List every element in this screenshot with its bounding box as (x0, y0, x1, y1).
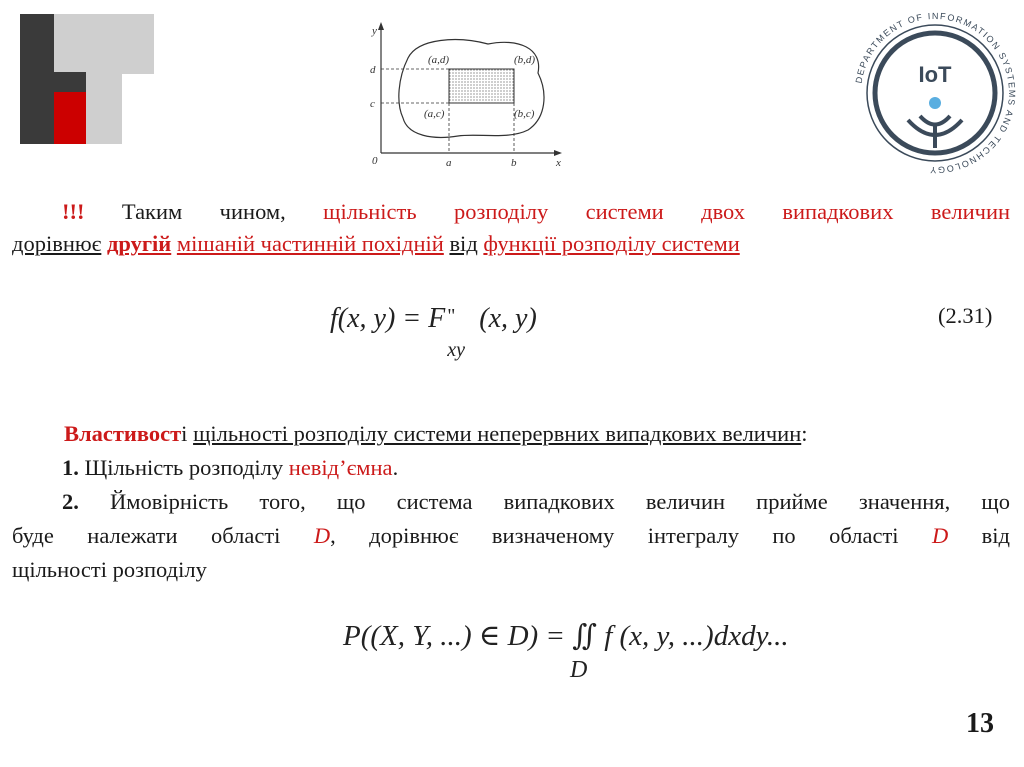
conclusion-from: від (449, 231, 478, 256)
equation-number: (2.31) (938, 303, 993, 328)
property-2-number: 2. (62, 489, 79, 514)
property-2-line3 (12, 554, 1010, 586)
x-axis-label: x (556, 157, 561, 168)
density-formula (330, 303, 537, 361)
formula1-lhs: f(x, y) = F (330, 303, 446, 334)
tick-c: c (370, 98, 375, 110)
conclusion-text: Таким чином, (121, 199, 286, 224)
region-diagram (368, 18, 568, 168)
properties-heading-rest: щільності розподілу системи неперервних випадкових величин (193, 421, 802, 446)
corner-ad: (a,d) (428, 54, 450, 66)
properties-heading-colon: : (801, 421, 808, 446)
conclusion-distribution-function: функції розподілу системи (483, 231, 740, 256)
property-2-line2 (12, 520, 1010, 552)
property-1 (12, 452, 1010, 484)
tick-a: a (446, 157, 452, 168)
corner-bc: (b,c) (514, 108, 535, 120)
iot-center-text: IoT (918, 62, 952, 87)
conclusion-equals: дорівнює (12, 231, 102, 256)
corner-ac: (a,c) (424, 108, 445, 120)
conclusion-line1 (12, 196, 1010, 228)
conclusion-mixed-derivative: мішаній частинній похідній (176, 231, 444, 256)
property-1-nonnegative: невід’ємна (288, 455, 393, 480)
origin-label: 0 (372, 155, 378, 167)
tick-b: b (511, 157, 517, 168)
property-2-text2a: буде належати області (12, 523, 281, 548)
conclusion-highlight: щільність розподілу системи двох випадкових величин (323, 199, 1011, 224)
formula1-sub: xy (447, 339, 466, 361)
property-1-end: . (392, 455, 399, 480)
formula1-sup: " (447, 305, 456, 327)
property-2-text3: щільності розподілу (12, 557, 207, 582)
probability-formula: P((X, Y, ...) ∈ D) = ∬ f (x, y, ...)dxdy... (343, 620, 789, 652)
region-diagram-graphic (368, 18, 568, 168)
property-2-region-d1: D (313, 523, 331, 548)
emphasis-marker: !!! (62, 199, 85, 224)
property-1-number: 1. (62, 455, 79, 480)
ft-logo (20, 14, 155, 149)
property-2-text2b: , дорівнює визначеному інтегралу по області (330, 523, 899, 548)
properties-heading-red: Властивост (64, 421, 182, 446)
conclusion-line2 (12, 228, 1010, 260)
property-2-region-d2: D (931, 523, 949, 548)
y-axis-label: y (372, 25, 377, 37)
formula1-rhs: (x, y) (479, 303, 537, 334)
properties-heading-i: і (181, 421, 188, 446)
property-2-line1 (12, 486, 1010, 518)
iot-ring-text: DEPARTMENT OF INFORMATION SYSTEMS AND TECHNOLOGY (853, 10, 1018, 176)
tick-d: d (370, 64, 376, 76)
iot-logo (850, 8, 1020, 178)
conclusion-second: другій (106, 231, 172, 256)
probability-formula-region: D (570, 657, 588, 683)
corner-bd: (b,d) (514, 54, 536, 66)
properties-heading (12, 418, 1010, 450)
iot-logo-graphic (850, 8, 1020, 178)
property-1-text: Щільність розподілу (84, 455, 284, 480)
page-number: 13 (966, 708, 994, 739)
ft-logo-graphic (20, 14, 155, 149)
property-2-text1: Ймовірність того, що система випадкових величин прийме значення, що (110, 489, 1011, 514)
property-2-text2c: від (981, 523, 1010, 548)
